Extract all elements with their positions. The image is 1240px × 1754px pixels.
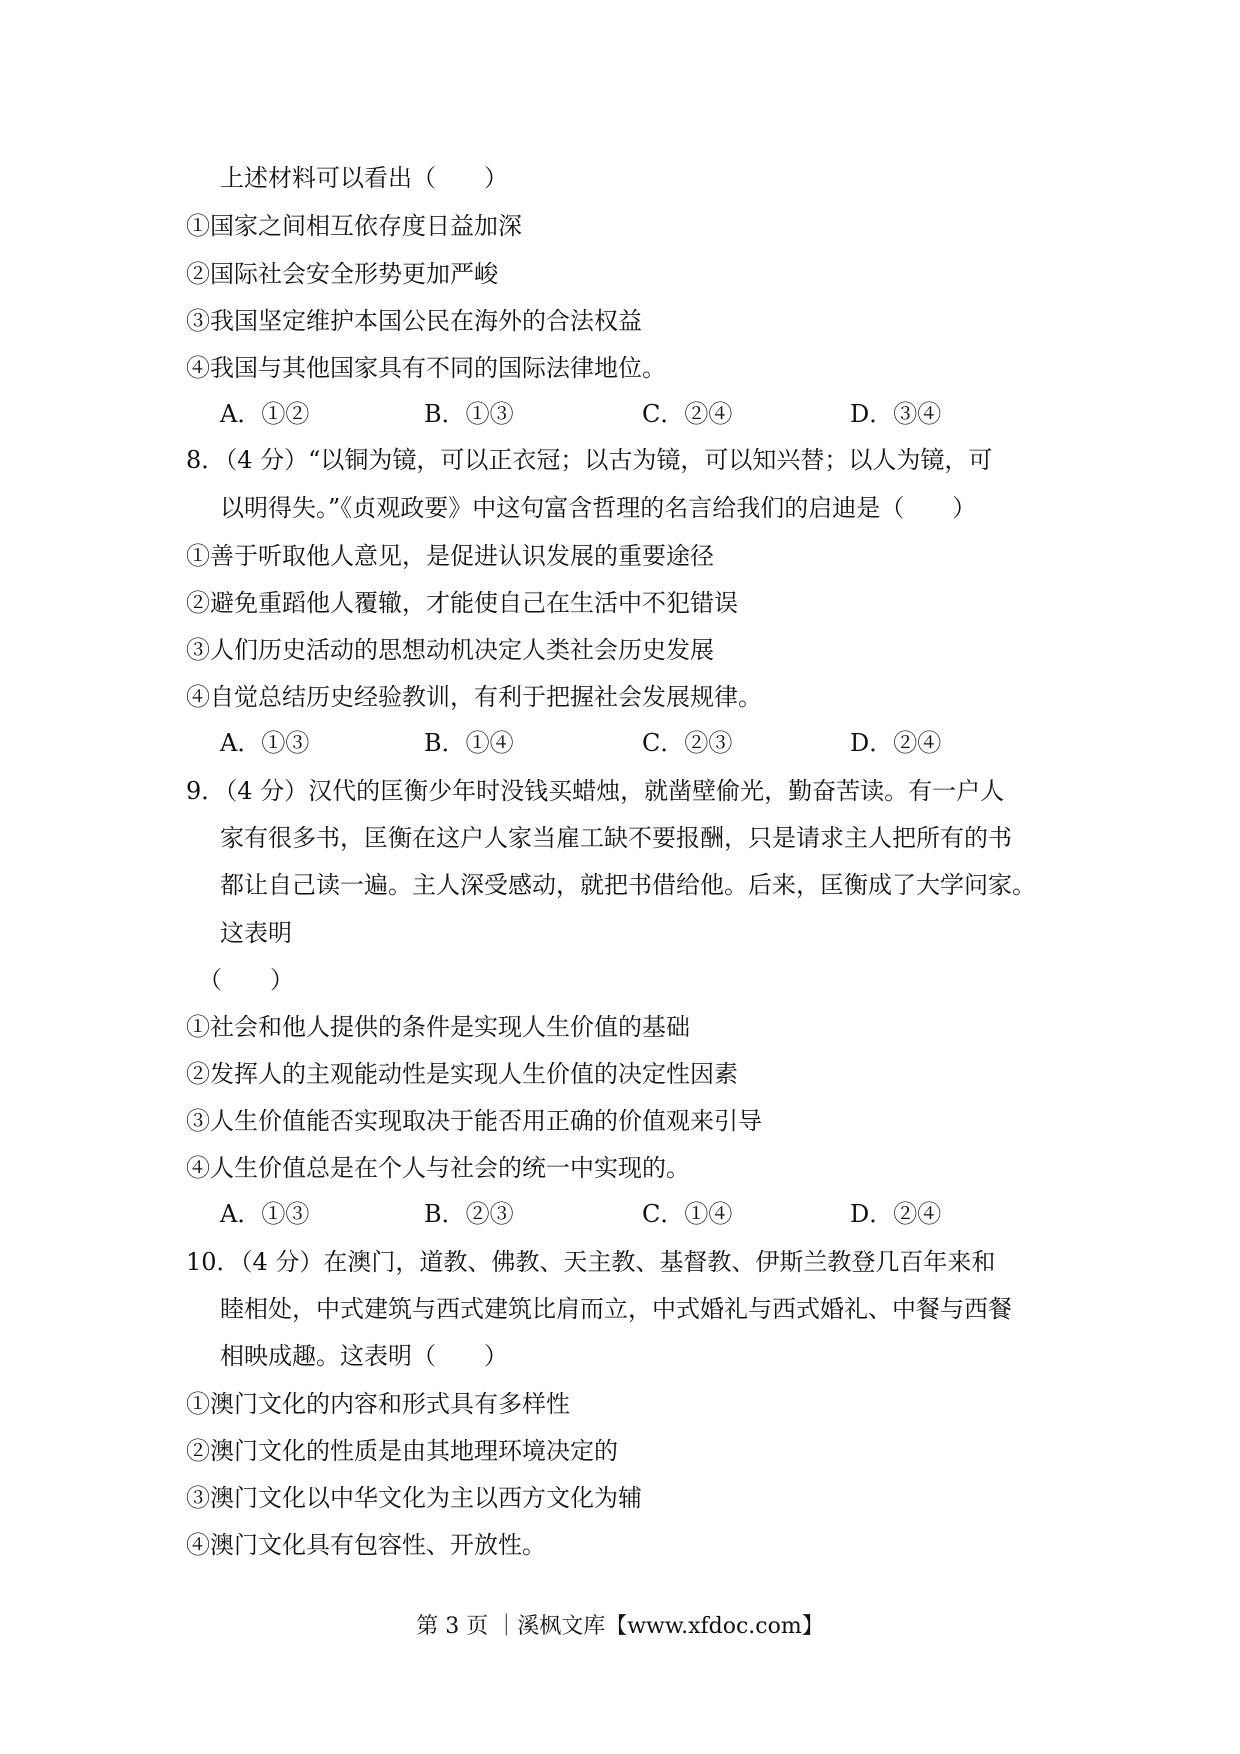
q9-stem-line-4: 这表明 — [220, 919, 292, 947]
q10-item-1: ①澳门文化的内容和形式具有多样性 — [186, 1390, 570, 1418]
q10-stem-line-3: 相映成趣。这表明（ ） — [220, 1342, 508, 1370]
q9-answer-blank: （ ） — [198, 966, 294, 994]
q8-item-1: ①善于听取他人意见，是促进认识发展的重要途径 — [186, 542, 714, 570]
q7-option-c: C．②④ — [642, 400, 733, 428]
q10-item-3: ③澳门文化以中华文化为主以西方文化为辅 — [186, 1484, 642, 1512]
q8-option-d: D．②④ — [850, 729, 942, 757]
q9-option-b: B．②③ — [424, 1200, 514, 1228]
q8-stem-line-1: 8．（4 分）“以铜为镜，可以正衣冠；以古为镜，可以知兴替；以人为镜，可 — [186, 446, 993, 474]
q7-item-4: ④我国与其他国家具有不同的国际法律地位。 — [186, 354, 666, 382]
q7-option-d: D．③④ — [850, 400, 942, 428]
q8-stem-line-2: 以明得失。”《贞观政要》中这句富含哲理的名言给我们的启迪是（ ） — [220, 494, 977, 522]
q10-stem-line-1: 10．（4 分）在澳门，道教、佛教、天主教、基督教、伊斯兰教登几百年来和 — [186, 1248, 996, 1276]
q8-item-4: ④自觉总结历史经验教训，有利于把握社会发展规律。 — [186, 683, 762, 711]
q8-option-a: A．①③ — [220, 729, 310, 757]
q7-stem-tail: 上述材料可以看出（ ） — [220, 164, 508, 192]
q8-option-c: C．②③ — [642, 729, 733, 757]
q8-item-2: ②避免重蹈他人覆辙，才能使自己在生活中不犯错误 — [186, 589, 738, 617]
q10-stem-line-2: 睦相处，中式建筑与西式建筑比肩而立，中式婚礼与西式婚礼、中餐与西餐 — [220, 1295, 1012, 1323]
q9-option-a: A．①③ — [220, 1200, 310, 1228]
q7-option-a: A．①② — [220, 400, 310, 428]
q9-item-3: ③人生价值能否实现取决于能否用正确的价值观来引导 — [186, 1107, 762, 1135]
q9-option-c: C．①④ — [642, 1200, 733, 1228]
q7-item-2: ②国际社会安全形势更加严峻 — [186, 260, 498, 288]
q7-item-3: ③我国坚定维护本国公民在海外的合法权益 — [186, 307, 642, 335]
page-footer: 第 3 页 ｜溪枫文库【www.xfdoc.com】 — [416, 1614, 824, 1639]
q7-item-1: ①国家之间相互依存度日益加深 — [186, 212, 522, 240]
q10-item-2: ②澳门文化的性质是由其地理环境决定的 — [186, 1437, 618, 1465]
q7-option-b: B．①③ — [424, 400, 514, 428]
q9-item-4: ④人生价值总是在个人与社会的统一中实现的。 — [186, 1154, 690, 1182]
q9-item-1: ①社会和他人提供的条件是实现人生价值的基础 — [186, 1013, 690, 1041]
q9-item-2: ②发挥人的主观能动性是实现人生价值的决定性因素 — [186, 1060, 738, 1088]
q8-option-b: B．①④ — [424, 729, 514, 757]
q9-stem-line-2: 家有很多书，匡衡在这户人家当雇工缺不要报酬，只是请求主人把所有的书 — [220, 824, 1012, 852]
q9-stem-line-1: 9．（4 分）汉代的匡衡少年时没钱买蜡烛，就凿壁偷光，勤奋苦读。有一户人 — [186, 777, 1005, 805]
q8-item-3: ③人们历史活动的思想动机决定人类社会历史发展 — [186, 636, 714, 664]
q10-item-4: ④澳门文化具有包容性、开放性。 — [186, 1531, 546, 1559]
q9-stem-line-3: 都让自己读一遍。主人深受感动，就把书借给他。后来，匡衡成了大学问家。 — [220, 871, 1036, 899]
q9-option-d: D．②④ — [850, 1200, 942, 1228]
